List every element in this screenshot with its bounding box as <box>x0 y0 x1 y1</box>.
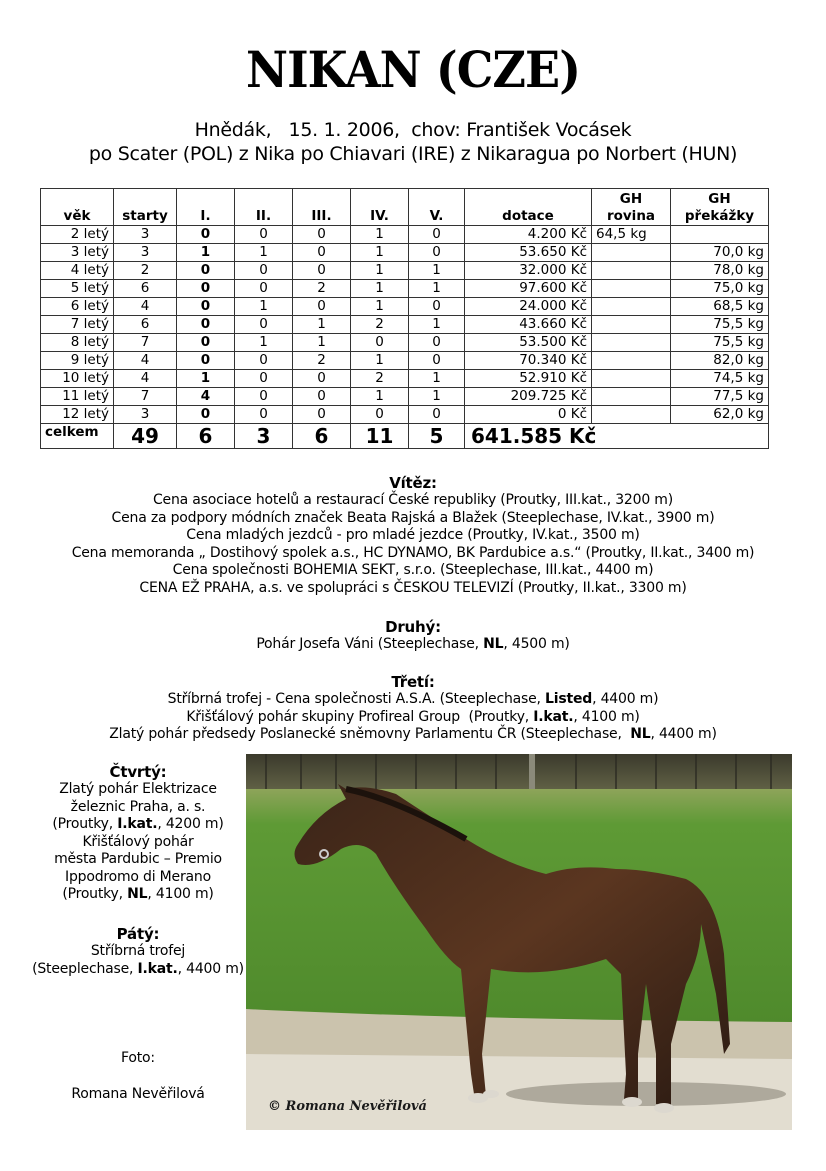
total-fourth: 11 <box>351 424 409 449</box>
starts-cell: 7 <box>114 388 177 406</box>
table-row <box>41 244 769 262</box>
prize-money-cell: 70.340 Kč <box>465 352 592 370</box>
table-row <box>41 298 769 316</box>
table-header-row <box>41 189 769 226</box>
age-cell: 2 letý <box>41 226 114 244</box>
fifth-place-cell: 0 <box>409 406 465 424</box>
col-header-age: věk <box>41 189 114 226</box>
fifth-place-heading: Pátý: <box>116 925 160 943</box>
starts-cell: 3 <box>114 244 177 262</box>
third-place-cell: 1 <box>293 334 351 352</box>
table-row <box>41 226 769 244</box>
fifth-place-cell: 1 <box>409 280 465 298</box>
second-place-cell: 0 <box>235 370 293 388</box>
col-header-gh-jump: GH překážky <box>671 189 769 226</box>
age-cell: 12 letý <box>41 406 114 424</box>
col-header-starts: starty <box>114 189 177 226</box>
fourth-place-cell: 1 <box>351 352 409 370</box>
fifth-place-cell: 0 <box>409 298 465 316</box>
fifth-place-section <box>20 925 256 978</box>
third-place-cell: 0 <box>293 406 351 424</box>
gh-flat-cell <box>592 370 671 388</box>
starts-cell: 4 <box>114 370 177 388</box>
first-place-cell: 1 <box>177 244 235 262</box>
gh-jump-cell: 78,0 kg <box>671 262 769 280</box>
winner-race: Cena za podpory módních značek Beata Rajská a Blažek (Steeplechase, IV.kat., 3900 m) <box>111 509 715 526</box>
prize-money-cell: 0 Kč <box>465 406 592 424</box>
fourth-place-cell: 0 <box>351 406 409 424</box>
table-row <box>41 334 769 352</box>
first-place-cell: 0 <box>177 226 235 244</box>
col-header-gh-flat: GH rovina <box>592 189 671 226</box>
prize-money-cell: 43.660 Kč <box>465 316 592 334</box>
winner-race: Cena mladých jezdců - pro mladé jezdce (Proutky, IV.kat., 3500 m) <box>186 527 640 543</box>
third-place-cell: 0 <box>293 388 351 406</box>
gh-flat-cell <box>592 298 671 316</box>
third-place-section <box>0 673 826 744</box>
fourth-place-cell: 0 <box>351 334 409 352</box>
fourth-place-section <box>20 763 256 904</box>
first-place-cell: 0 <box>177 262 235 280</box>
horse-photo <box>246 754 792 1130</box>
third-place-cell: 0 <box>293 298 351 316</box>
second-place-cell: 0 <box>235 280 293 298</box>
total-starts: 49 <box>114 424 177 449</box>
photo-credit: © Romana Nevěřilová <box>268 1099 427 1114</box>
age-cell: 10 letý <box>41 370 114 388</box>
first-place-cell: 0 <box>177 352 235 370</box>
fourth-place-cell: 1 <box>351 262 409 280</box>
second-place-cell: 0 <box>235 352 293 370</box>
third-place-cell: 0 <box>293 226 351 244</box>
starts-cell: 4 <box>114 298 177 316</box>
gh-flat-cell <box>592 334 671 352</box>
prize-money-cell: 32.000 Kč <box>465 262 592 280</box>
first-place-cell: 4 <box>177 388 235 406</box>
fifth-place-cell: 0 <box>409 334 465 352</box>
total-label: celkem <box>41 424 114 449</box>
fifth-place-cell: 0 <box>409 352 465 370</box>
fourth-place-cell: 1 <box>351 280 409 298</box>
table-row <box>41 370 769 388</box>
age-cell: 8 letý <box>41 334 114 352</box>
third-place-race: Zlatý pohár předsedy Poslanecké sněmovny Parlamentu ČR (Steeplechase, NL, 4400 m) <box>109 726 717 742</box>
fourth-place-cell: 2 <box>351 370 409 388</box>
second-place-cell: 0 <box>235 226 293 244</box>
total-first: 6 <box>177 424 235 449</box>
age-cell: 4 letý <box>41 262 114 280</box>
winner-race: Cena společnosti BOHEMIA SEKT, s.r.o. (Steeplechase, III.kat., 4400 m) <box>172 562 654 578</box>
starts-cell: 3 <box>114 406 177 424</box>
table-row <box>41 388 769 406</box>
first-place-cell: 1 <box>177 370 235 388</box>
fifth-place-cell: 1 <box>409 316 465 334</box>
gh-jump-cell: 75,5 kg <box>671 316 769 334</box>
gh-jump-cell: 75,5 kg <box>671 334 769 352</box>
gh-jump-cell <box>671 226 769 244</box>
prize-money-cell: 53.500 Kč <box>465 334 592 352</box>
table-row <box>41 280 769 298</box>
gh-flat-cell <box>592 406 671 424</box>
third-place-race: Stříbrná trofej - Cena společnosti A.S.A. (Steeplechase, Listed, 4400 m) <box>167 691 659 707</box>
third-place-cell: 0 <box>293 262 351 280</box>
gh-flat-cell <box>592 388 671 406</box>
third-place-cell: 0 <box>293 370 351 388</box>
fifth-place-line: Stříbrná trofej <box>90 943 186 959</box>
second-place-section <box>0 618 826 654</box>
horse-pedigree: po Scater (POL) z Nika po Chiavari (IRE) z Nikaragua po Norbert (HUN) <box>88 143 738 165</box>
horse-illustration <box>246 754 792 1130</box>
gh-jump-cell: 70,0 kg <box>671 244 769 262</box>
col-header-third: III. <box>293 189 351 226</box>
col-header-first: I. <box>177 189 235 226</box>
fifth-place-line: (Steeplechase, I.kat., 4400 m) <box>32 960 244 977</box>
fourth-place-cell: 1 <box>351 388 409 406</box>
gh-flat-cell <box>592 262 671 280</box>
gh-jump-cell: 74,5 kg <box>671 370 769 388</box>
first-place-cell: 0 <box>177 316 235 334</box>
starts-cell: 2 <box>114 262 177 280</box>
gh-jump-cell: 68,5 kg <box>671 298 769 316</box>
table-row <box>41 316 769 334</box>
third-place-cell: 2 <box>293 352 351 370</box>
horse-basic-info: Hnědák, 15. 1. 2006, chov: František Vocásek <box>194 119 632 141</box>
age-cell: 7 letý <box>41 316 114 334</box>
horse-name-title: NIKAN (CZE) <box>245 40 581 99</box>
gh-flat-cell <box>592 280 671 298</box>
fourth-place-cell: 1 <box>351 298 409 316</box>
prize-money-cell: 24.000 Kč <box>465 298 592 316</box>
starts-cell: 4 <box>114 352 177 370</box>
second-place-cell: 1 <box>235 298 293 316</box>
third-place-cell: 0 <box>293 244 351 262</box>
fifth-place-cell: 1 <box>409 388 465 406</box>
gh-jump-cell: 77,5 kg <box>671 388 769 406</box>
third-place-race: Křišťálový pohár skupiny Profireal Group (Proutky, I.kat., 4100 m) <box>186 708 640 725</box>
age-cell: 9 letý <box>41 352 114 370</box>
fourth-place-line: (Proutky, NL, 4100 m) <box>62 886 214 902</box>
second-place-heading: Druhý: <box>385 618 441 636</box>
total-second: 3 <box>235 424 293 449</box>
starts-cell: 6 <box>114 316 177 334</box>
table-row <box>41 352 769 370</box>
second-place-cell: 0 <box>235 262 293 280</box>
first-place-cell: 0 <box>177 298 235 316</box>
second-place-cell: 0 <box>235 388 293 406</box>
starts-cell: 6 <box>114 280 177 298</box>
winner-race: CENA EŽ PRAHA, a.s. ve spolupráci s ČESKOU TELEVIZÍ (Proutky, II.kat., 3300 m) <box>139 579 687 596</box>
winner-section <box>0 474 826 597</box>
photo-label: Foto: <box>121 1050 155 1066</box>
col-header-second: II. <box>235 189 293 226</box>
fifth-place-cell: 0 <box>409 244 465 262</box>
total-prize-money: 641.585 Kč <box>465 424 769 449</box>
gh-flat-cell <box>592 352 671 370</box>
gh-jump-cell: 62,0 kg <box>671 406 769 424</box>
starts-cell: 3 <box>114 226 177 244</box>
fourth-place-cell: 2 <box>351 316 409 334</box>
race-stats-table <box>40 188 769 449</box>
table-row <box>41 406 769 424</box>
fifth-place-cell: 1 <box>409 262 465 280</box>
second-place-race: Pohár Josefa Váni (Steeplechase, NL, 4500 m) <box>256 636 570 652</box>
table-row <box>41 262 769 280</box>
prize-money-cell: 53.650 Kč <box>465 244 592 262</box>
winner-race: Cena asociace hotelů a restaurací České republiky (Proutky, III.kat., 3200 m) <box>152 492 674 508</box>
winner-heading: Vítěz: <box>389 474 437 492</box>
gh-jump-cell: 75,0 kg <box>671 280 769 298</box>
fifth-place-cell: 1 <box>409 370 465 388</box>
winner-race: Cena memoranda „ Dostihový spolek a.s., HC DYNAMO, BK Pardubice a.s.“ (Proutky, II.kat., 3400 m) <box>71 544 755 561</box>
third-place-cell: 1 <box>293 316 351 334</box>
prize-money-cell: 209.725 Kč <box>465 388 592 406</box>
gh-flat-cell <box>592 244 671 262</box>
third-place-heading: Třetí: <box>391 673 435 691</box>
fourth-place-line: železnic Praha, a. s. <box>70 798 206 815</box>
second-place-cell: 1 <box>235 334 293 352</box>
age-cell: 11 letý <box>41 388 114 406</box>
first-place-cell: 0 <box>177 334 235 352</box>
col-header-prize-money: dotace <box>465 189 592 226</box>
total-third: 6 <box>293 424 351 449</box>
first-place-cell: 0 <box>177 406 235 424</box>
fourth-place-line: Zlatý pohár Elektrizace <box>59 781 217 797</box>
fourth-place-line: města Pardubic – Premio <box>54 851 222 867</box>
fourth-place-heading: Čtvrtý: <box>109 763 167 781</box>
gh-flat-cell: 64,5 kg <box>592 226 671 244</box>
total-fifth: 5 <box>409 424 465 449</box>
fifth-place-cell: 0 <box>409 226 465 244</box>
fourth-place-cell: 1 <box>351 226 409 244</box>
fourth-place-line: Křišťálový pohár <box>82 833 194 850</box>
fourth-place-line: Ippodromo di Merano <box>65 868 211 885</box>
age-cell: 3 letý <box>41 244 114 262</box>
fourth-place-line: (Proutky, I.kat., 4200 m) <box>52 816 224 832</box>
gh-flat-cell <box>592 316 671 334</box>
third-place-cell: 2 <box>293 280 351 298</box>
second-place-cell: 0 <box>235 406 293 424</box>
col-header-fourth: IV. <box>351 189 409 226</box>
gh-jump-cell: 82,0 kg <box>671 352 769 370</box>
fourth-place-cell: 1 <box>351 244 409 262</box>
prize-money-cell: 4.200 Kč <box>465 226 592 244</box>
col-header-fifth: V. <box>409 189 465 226</box>
photo-author: Romana Nevěřilová <box>71 1086 205 1102</box>
age-cell: 6 letý <box>41 298 114 316</box>
second-place-cell: 0 <box>235 316 293 334</box>
second-place-cell: 1 <box>235 244 293 262</box>
age-cell: 5 letý <box>41 280 114 298</box>
total-row <box>41 424 769 449</box>
starts-cell: 7 <box>114 334 177 352</box>
prize-money-cell: 97.600 Kč <box>465 280 592 298</box>
first-place-cell: 0 <box>177 280 235 298</box>
prize-money-cell: 52.910 Kč <box>465 370 592 388</box>
